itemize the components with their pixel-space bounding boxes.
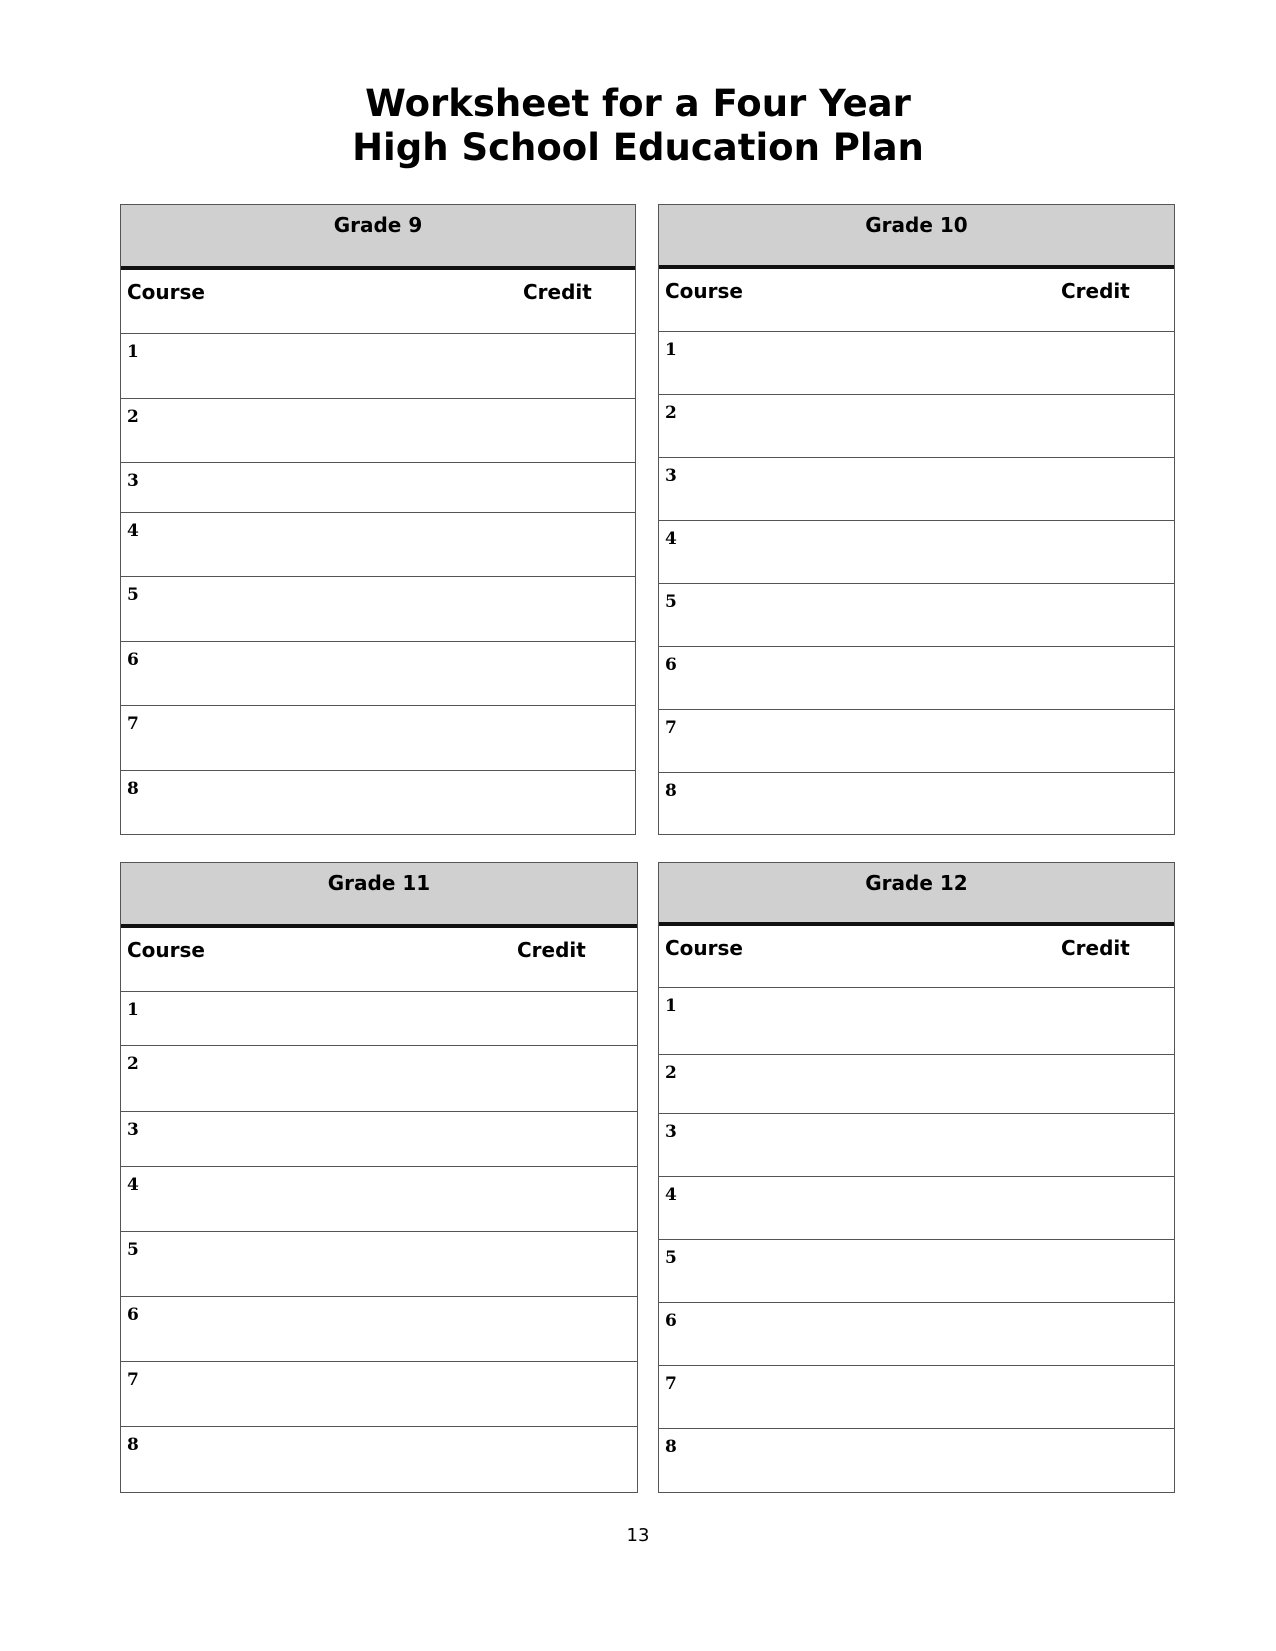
row-number: 3 <box>127 1120 139 1140</box>
row-number: 4 <box>127 1175 139 1195</box>
grade-12-column-header <box>659 926 1174 988</box>
course-row[interactable] <box>659 988 1174 1055</box>
row-number: 4 <box>665 1185 677 1205</box>
row-number: 7 <box>127 1370 139 1390</box>
row-number: 6 <box>665 655 677 675</box>
course-column-label: Course <box>127 938 205 962</box>
row-number: 8 <box>127 1435 139 1455</box>
row-number: 4 <box>127 521 139 541</box>
row-number: 1 <box>127 1000 139 1020</box>
course-row[interactable] <box>659 395 1174 458</box>
grade-10-header: Grade 10 <box>659 205 1174 269</box>
grade-9-table <box>120 204 636 835</box>
course-row[interactable] <box>121 1167 637 1232</box>
course-row[interactable] <box>121 1046 637 1112</box>
course-row[interactable] <box>121 399 635 463</box>
course-row[interactable] <box>121 992 637 1046</box>
course-row[interactable] <box>659 1114 1174 1177</box>
credit-column-label: Credit <box>1061 279 1130 303</box>
course-row[interactable] <box>121 1232 637 1297</box>
row-number: 5 <box>665 1248 677 1268</box>
course-column-label: Course <box>665 279 743 303</box>
course-column-label: Course <box>665 936 743 960</box>
course-row[interactable] <box>659 1177 1174 1240</box>
course-row[interactable] <box>659 647 1174 710</box>
page-title <box>0 82 1276 170</box>
grade-9-column-header <box>121 270 635 334</box>
course-row[interactable] <box>121 463 635 513</box>
row-number: 6 <box>127 650 139 670</box>
grade-12-header: Grade 12 <box>659 863 1174 926</box>
row-number: 4 <box>665 529 677 549</box>
course-row[interactable] <box>659 584 1174 647</box>
course-row[interactable] <box>121 334 635 399</box>
grade-10-table <box>658 204 1175 835</box>
course-row[interactable] <box>659 1303 1174 1366</box>
course-row[interactable] <box>121 1362 637 1427</box>
title-line-1: Worksheet for a Four Year <box>365 82 911 125</box>
row-number: 6 <box>127 1305 139 1325</box>
credit-column-label: Credit <box>1061 936 1130 960</box>
row-number: 8 <box>665 781 677 801</box>
row-number: 1 <box>665 340 677 360</box>
credit-column-label: Credit <box>517 938 586 962</box>
course-row[interactable] <box>659 1366 1174 1429</box>
row-number: 5 <box>665 592 677 612</box>
row-number: 7 <box>127 714 139 734</box>
row-number: 8 <box>665 1437 677 1457</box>
course-row[interactable] <box>121 1297 637 1362</box>
grade-10-column-header <box>659 269 1174 332</box>
grade-11-table <box>120 862 638 1493</box>
course-row[interactable] <box>121 577 635 642</box>
grade-12-table <box>658 862 1175 1493</box>
course-row[interactable] <box>121 771 635 834</box>
course-column-label: Course <box>127 280 205 304</box>
course-row[interactable] <box>659 1240 1174 1303</box>
course-row[interactable] <box>121 706 635 771</box>
row-number: 2 <box>665 1063 677 1083</box>
row-number: 7 <box>665 1374 677 1394</box>
page-number: 13 <box>626 1525 650 1546</box>
course-row[interactable] <box>121 513 635 577</box>
course-row[interactable] <box>121 642 635 706</box>
row-number: 2 <box>127 1054 139 1074</box>
grade-11-column-header <box>121 928 637 992</box>
row-number: 6 <box>665 1311 677 1331</box>
credit-column-label: Credit <box>523 280 592 304</box>
grade-11-header: Grade 11 <box>121 863 637 928</box>
course-row[interactable] <box>121 1112 637 1167</box>
grade-9-header: Grade 9 <box>121 205 635 270</box>
row-number: 1 <box>127 342 139 362</box>
row-number: 5 <box>127 1240 139 1260</box>
course-row[interactable] <box>659 1429 1174 1492</box>
course-row[interactable] <box>659 1055 1174 1114</box>
row-number: 2 <box>665 403 677 423</box>
row-number: 3 <box>665 1122 677 1142</box>
course-row[interactable] <box>659 521 1174 584</box>
row-number: 7 <box>665 718 677 738</box>
course-row[interactable] <box>659 773 1174 834</box>
course-row[interactable] <box>659 332 1174 395</box>
course-row[interactable] <box>121 1427 637 1492</box>
course-row[interactable] <box>659 458 1174 521</box>
course-row[interactable] <box>659 710 1174 773</box>
row-number: 8 <box>127 779 139 799</box>
row-number: 5 <box>127 585 139 605</box>
row-number: 3 <box>127 471 139 491</box>
title-line-2: High School Education Plan <box>352 126 924 169</box>
row-number: 2 <box>127 407 139 427</box>
row-number: 1 <box>665 996 677 1016</box>
row-number: 3 <box>665 466 677 486</box>
